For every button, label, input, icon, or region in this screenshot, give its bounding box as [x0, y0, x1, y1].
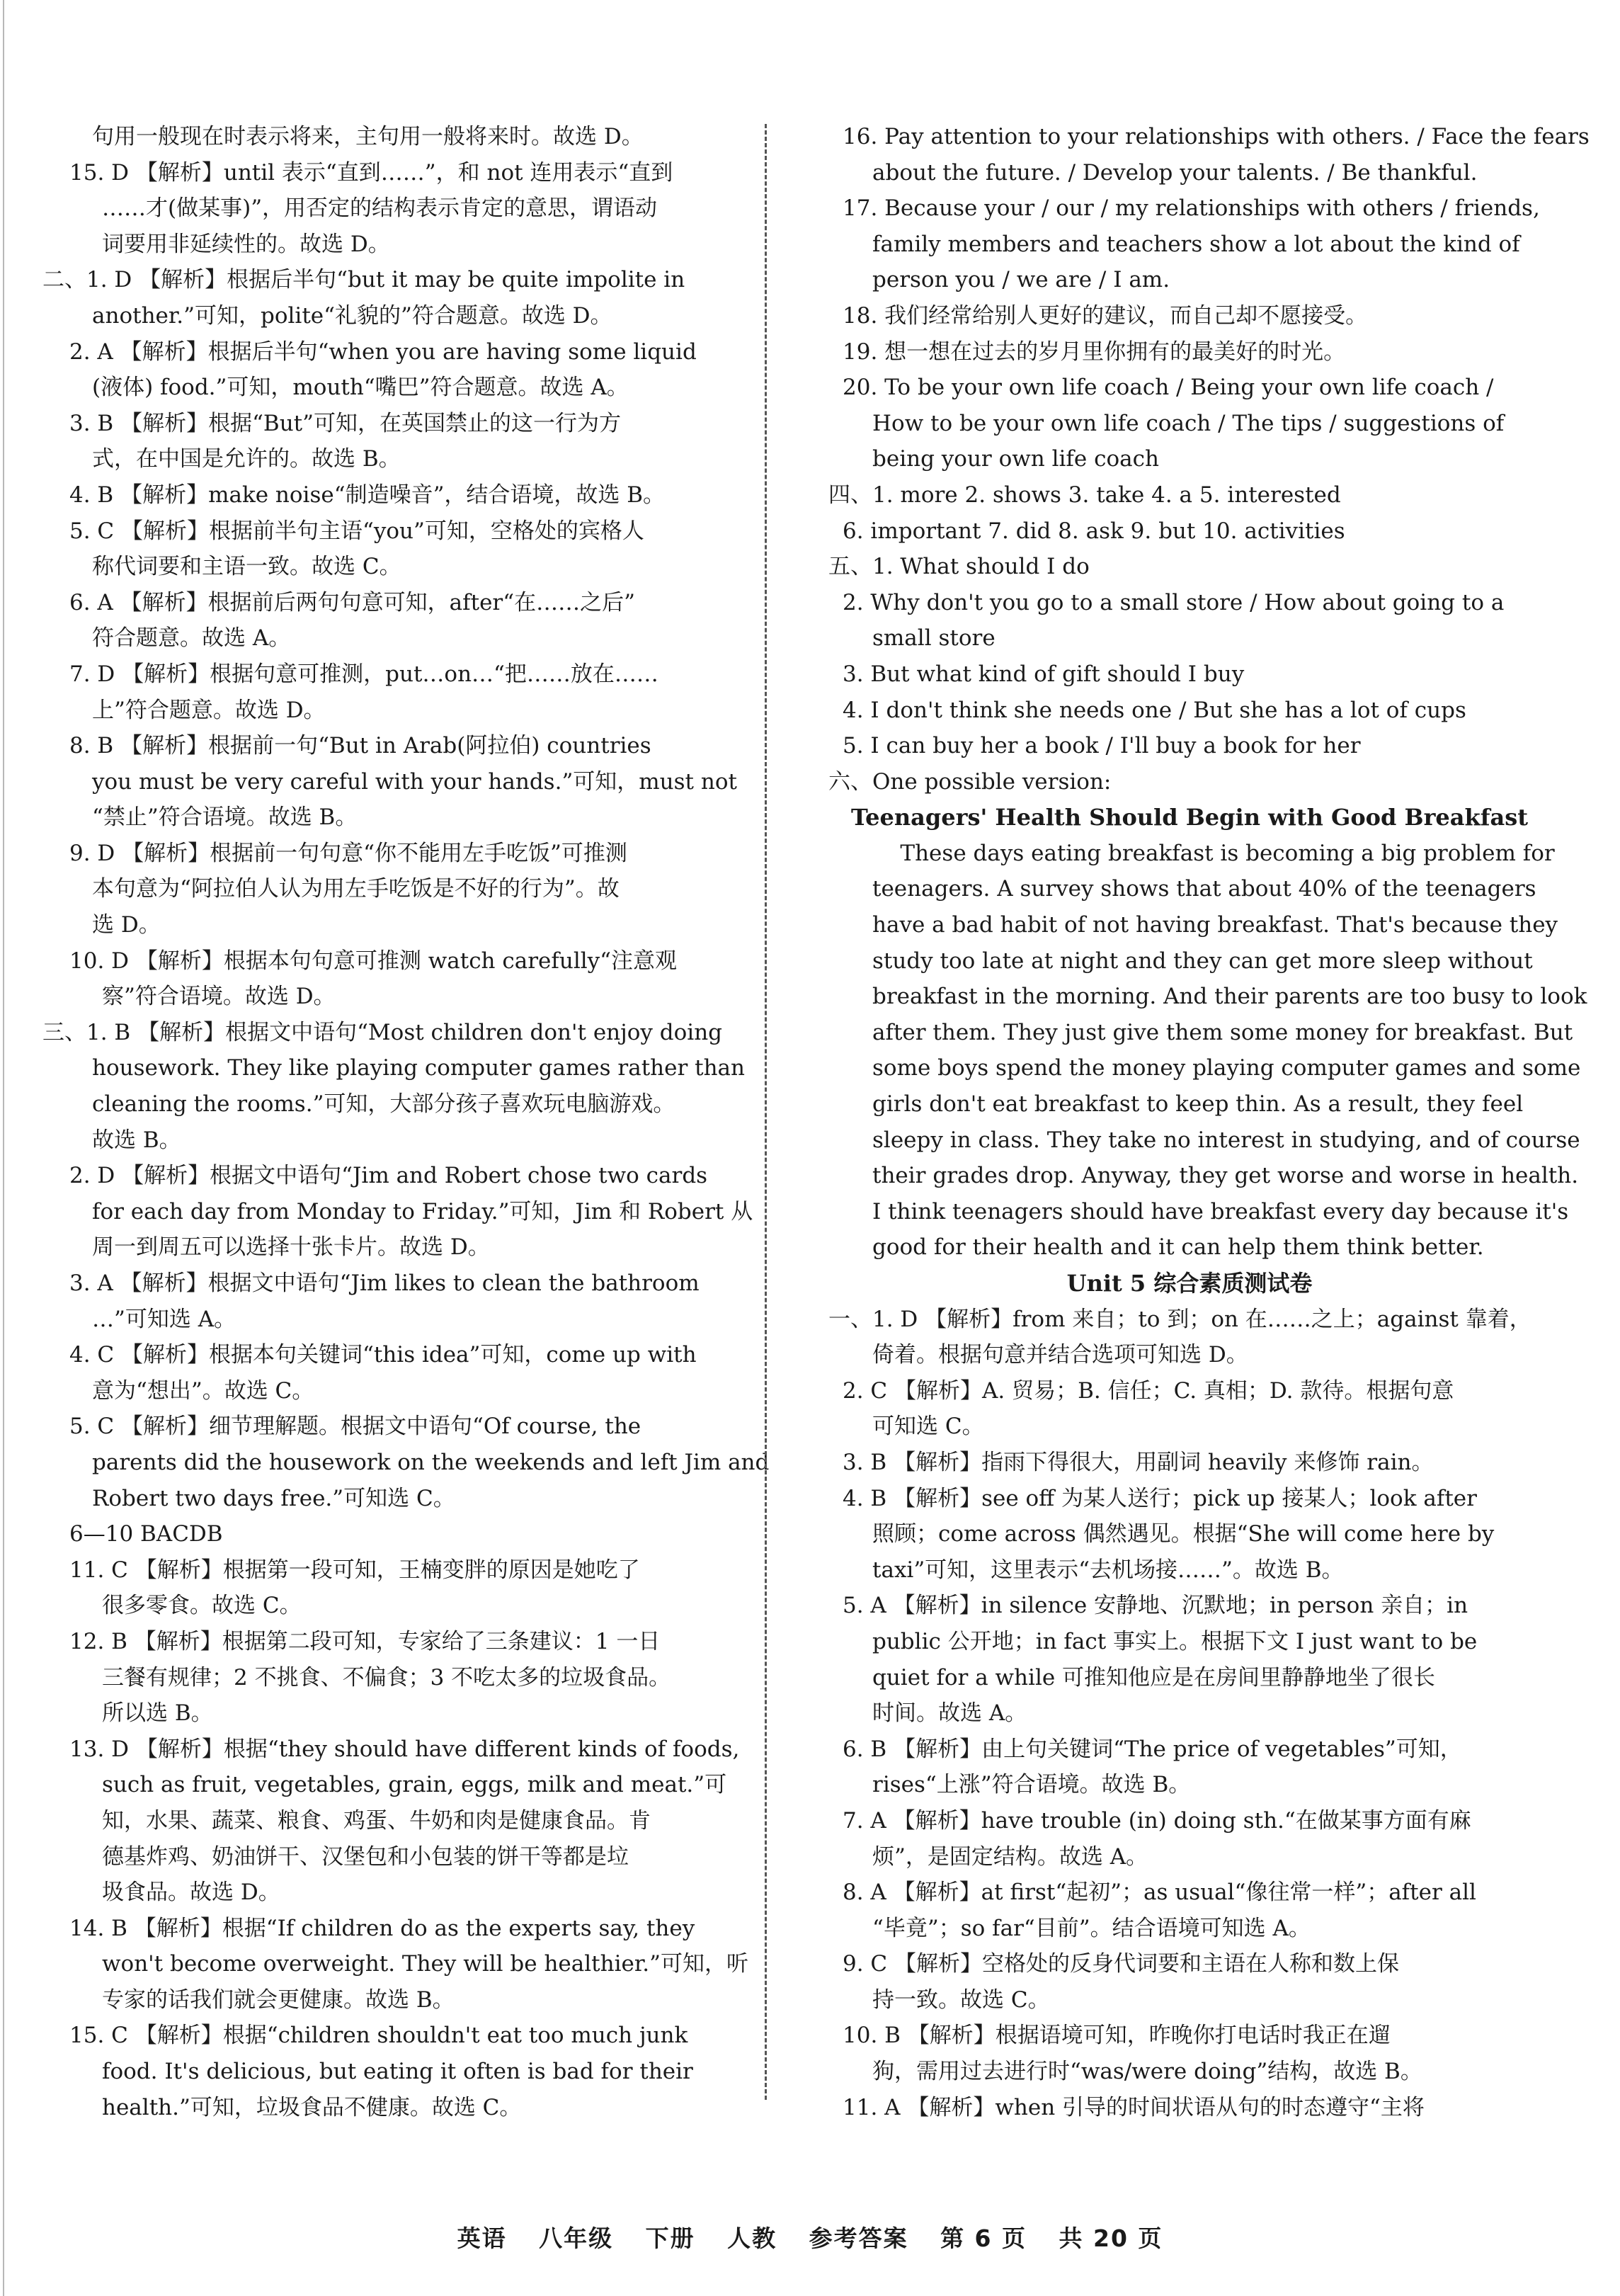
answer-line: 持一致。故选 C。 — [872, 1987, 1050, 2013]
essay-body — [828, 836, 1587, 1266]
answer-line: 五、1. What should I do — [828, 554, 1090, 580]
answer-line: 4. B 【解析】see off 为某人送行；pick up 接某人；look after — [843, 1485, 1477, 1511]
footer-subject: 英语 — [457, 2224, 507, 2252]
essay-line: breakfast in the morning. And their parents are too busy to look — [872, 984, 1587, 1010]
answer-line: 7. A 【解析】have trouble (in) doing sth.“在做某事方面有麻 — [843, 1807, 1471, 1834]
answer-line: 7. D 【解析】根据句意可推测，put…on…“把……放在…… — [69, 661, 658, 687]
answer-line: 3. B 【解析】根据“But”可知，在英国禁止的这一行为方 — [69, 410, 621, 436]
answer-line: 狗，需用过去进行时“was/were doing”结构，故选 B。 — [872, 2059, 1422, 2085]
answer-line: 10. B 【解析】根据语境可知，昨晚你打电话时我正在遛 — [843, 2023, 1391, 2049]
answer-line: 5. I can buy her a book / I'll buy a book for her — [843, 733, 1361, 759]
answer-line: 9. D 【解析】根据前一句句意“你不能用左手吃饭”可推测 — [69, 840, 627, 866]
answer-line: family members and teachers show a lot about the kind of — [872, 231, 1520, 257]
answer-line: 2. A 【解析】根据后半句“when you are having some liquid — [69, 339, 697, 365]
answer-line: 知，水果、蔬菜、粮食、鸡蛋、牛奶和肉是健康食品。肯 — [102, 1807, 651, 1834]
answer-line: 5. C 【解析】细节理解题。根据文中语句“Of course, the — [69, 1414, 641, 1440]
essay-line: have a bad habit of not having breakfast. That's because they — [872, 912, 1558, 938]
answer-line: 2. D 【解析】根据文中语句“Jim and Robert chose two cards — [69, 1163, 708, 1189]
page-margin-line — [3, 0, 4, 2296]
footer-volume: 下册 — [645, 2224, 695, 2252]
answer-line: 2. Why don't you go to a small store / How about going to a — [843, 589, 1505, 615]
answer-line: 10. D 【解析】根据本句句意可推测 watch carefully“注意观 — [69, 948, 678, 974]
answer-line: 德基炸鸡、奶油饼干、汉堡包和小包装的饼干等都是垃 — [102, 1843, 629, 1870]
answer-line: 六、One possible version: — [828, 768, 1112, 795]
right-column — [828, 119, 1590, 2125]
answer-line: 三餐有规律；2 不挑食、不偏食；3 不吃太多的垃圾食品。 — [102, 1664, 671, 1690]
answer-line: 烦”，是固定结构。故选 A。 — [872, 1843, 1148, 1870]
answer-line: 意为“想出”。故选 C。 — [92, 1377, 314, 1404]
answer-line: health.”可知，垃圾食品不健康。故选 C。 — [102, 2094, 522, 2120]
essay-line: good for their health and it can help them think better. — [872, 1234, 1484, 1261]
footer-page: 第 6 页 — [940, 2224, 1027, 2252]
answer-line: parents did the housework on the weekends and left Jim and — [92, 1449, 770, 1475]
answer-line: 18. 我们经常给别人更好的建议，而自己却不愿接受。 — [843, 302, 1368, 329]
answer-line: won't become overweight. They will be healthier.”可知，听 — [102, 1951, 748, 1977]
answer-line: about the future. / Develop your talents. / Be thankful. — [872, 159, 1478, 186]
answer-line: 四、1. more 2. shows 3. take 4. a 5. interested — [828, 482, 1341, 508]
answer-line: How to be your own life coach / The tips / suggestions of — [872, 410, 1505, 436]
answer-line: person you / we are / I am. — [872, 267, 1170, 293]
unit-test-answers — [828, 1302, 1551, 2126]
answer-line: 上”符合题意。故选 D。 — [92, 697, 326, 723]
essay-line: sleepy in class. They take no interest in studying, and of course — [872, 1127, 1580, 1153]
answer-line: 称代词要和主语一致。故选 C。 — [92, 554, 401, 580]
essay-line: their grades drop. Anyway, they get worse and worse in health. — [872, 1163, 1579, 1189]
essay-line: study too late at night and they can get more sleep without — [872, 948, 1533, 974]
answer-line: 三、1. B 【解析】根据文中语句“Most children don't enjoy doing — [42, 1019, 723, 1045]
answer-line: housework. They like playing computer games rather than — [92, 1055, 746, 1081]
answer-line: public 公开地；in fact 事实上。根据下文 I just want to be — [872, 1628, 1478, 1654]
answer-line: 13. D 【解析】根据“they should have different kinds of foods, — [69, 1736, 740, 1762]
answer-line: 6. B 【解析】由上句关键词“The price of vegetables”可知， — [843, 1736, 1462, 1762]
footer-total: 共 20 页 — [1059, 2224, 1163, 2252]
answer-line: 15. D 【解析】until 表示“直到……”，和 not 连用表示“直到 — [69, 159, 673, 186]
footer-label: 参考答案 — [809, 2224, 908, 2252]
answer-line: 3. A 【解析】根据文中语句“Jim likes to clean the bathroom — [69, 1271, 700, 1296]
answer-line: 时间。故选 A。 — [872, 1700, 1027, 1727]
answer-line: 8. B 【解析】根据前一句“But in Arab(阿拉伯) countries — [69, 733, 651, 759]
answer-line: taxi”可知，这里表示“去机场接……”。故选 B。 — [872, 1557, 1344, 1583]
answer-line: 5. C 【解析】根据前半句主语“you”可知，空格处的宾格人 — [69, 518, 644, 544]
answer-line: 14. B 【解析】根据“If children do as the experts say, they — [69, 1915, 695, 1941]
unit-title: Unit 5 综合素质测试卷 — [1066, 1270, 1313, 1297]
answer-line: being your own life coach — [872, 446, 1159, 472]
answer-line: 本句意为“阿拉伯人认为用左手吃饭是不好的行为”。故 — [92, 876, 620, 902]
answer-line: quiet for a while 可推知他应是在房间里静静地坐了很长 — [872, 1664, 1436, 1690]
answer-line: 4. C 【解析】根据本句关键词“this idea”可知，come up with — [69, 1342, 697, 1368]
essay-line: I think teenagers should have breakfast every day because it's — [872, 1198, 1569, 1224]
answer-line: 20. To be your own life coach / Being your own life coach / — [843, 375, 1494, 401]
essay-title: Teenagers' Health Should Begin with Good Breakfast — [851, 804, 1528, 831]
answer-line: you must be very careful with your hands.”可知，must not — [92, 768, 737, 795]
answer-line: 词要用非延续性的。故选 D。 — [102, 231, 390, 257]
answer-line: 19. 想一想在过去的岁月里你拥有的最美好的时光。 — [843, 339, 1346, 365]
answer-line: Robert two days free.”可知选 C。 — [92, 1485, 455, 1511]
page-footer — [0, 2220, 1620, 2254]
answer-line: 4. B 【解析】make noise“制造噪音”，结合语境，故选 B。 — [69, 482, 666, 508]
answer-line: “毕竟”；so far“目前”。结合语境可知选 A。 — [872, 1915, 1311, 1941]
answer-line: 15. C 【解析】根据“children shouldn't eat too much junk — [69, 2023, 688, 2049]
right-column-answers — [828, 119, 1590, 800]
answer-line: 可知选 C。 — [872, 1414, 984, 1440]
answer-line: 一、1. D 【解析】from 来自；to 到；on 在……之上；against 靠着， — [828, 1306, 1531, 1332]
answer-line: 17. Because your / our / my relationships with others / friends, — [843, 195, 1540, 222]
answer-line: 2. C 【解析】A. 贸易；B. 信任；C. 真相；D. 款待。根据句意 — [843, 1377, 1454, 1404]
answer-line: ……才(做某事)”，用否定的结构表示肯定的意思，谓语动 — [102, 195, 658, 222]
essay-line: These days eating breakfast is becoming a big problem for — [872, 840, 1555, 866]
essay-line: girls don't eat breakfast to keep thin. As a result, they feel — [872, 1091, 1524, 1118]
answer-line: rises“上涨”符合语境。故选 B。 — [872, 1772, 1191, 1798]
answer-line: 专家的话我们就会更健康。故选 B。 — [102, 1987, 455, 2013]
answer-line: small store — [872, 625, 996, 652]
answer-line: 故选 B。 — [92, 1127, 181, 1153]
answer-line: for each day from Monday to Friday.”可知，Jim 和 Robert 从 — [92, 1198, 753, 1224]
answer-line: 6—10 BACDB — [69, 1521, 223, 1547]
answer-line: 式，在中国是允许的。故选 B。 — [92, 446, 401, 472]
answer-line: 8. A 【解析】at first“起初”；as usual“像往常一样”；after all — [843, 1880, 1476, 1906]
answer-line: 11. C 【解析】根据第一段可知，王楠变胖的原因是她吃了 — [69, 1557, 640, 1583]
answer-line: 4. I don't think she needs one / But she has a lot of cups — [843, 697, 1466, 723]
answer-line: food. It's delicious, but eating it often is bad for their — [102, 2059, 693, 2085]
answer-line: 周一到周五可以选择十张卡片。故选 D。 — [92, 1234, 490, 1261]
footer-edition: 人教 — [727, 2224, 777, 2252]
answer-line: another.”可知，polite“礼貌的”符合题意。故选 D。 — [92, 302, 612, 329]
answer-line: 选 D。 — [92, 912, 161, 938]
answer-line: 9. C 【解析】空格处的反身代词要和主语在人称和数上保 — [843, 1951, 1400, 1977]
footer-grade: 八年级 — [539, 2224, 614, 2252]
essay-line: teenagers. A survey shows that about 40% of the teenagers — [872, 876, 1536, 902]
answer-line: 二、1. D 【解析】根据后半句“but it may be quite impolite in — [42, 267, 685, 293]
answer-line: (液体) food.”可知，mouth“嘴巴”符合题意。故选 A。 — [92, 375, 629, 401]
answer-line: 11. A 【解析】when 引导的时间状语从句的时态遵守“主将 — [843, 2094, 1425, 2120]
answer-line: “禁止”符合语境。故选 B。 — [92, 805, 358, 831]
answer-line: 16. Pay attention to your relationships with others. / Face the fears — [843, 124, 1590, 149]
answer-line: 察”符合语境。故选 D。 — [102, 984, 336, 1010]
answer-line: 符合题意。故选 A。 — [92, 625, 291, 652]
answer-line: …”可知选 A。 — [92, 1306, 236, 1332]
essay-line: after them. They just give them some money for breakfast. But — [872, 1019, 1573, 1045]
essay-line: some boys spend the money playing computer games and some — [872, 1055, 1581, 1081]
answer-line: 圾食品。故选 D。 — [102, 1880, 280, 1906]
answer-line: 句用一般现在时表示将来，主句用一般将来时。故选 D。 — [92, 124, 644, 149]
answer-line: 所以选 B。 — [102, 1700, 213, 1727]
answer-line: 12. B 【解析】根据第二段可知，专家给了三条建议：1 一日 — [69, 1628, 661, 1654]
answer-line: 很多零食。故选 C。 — [102, 1593, 302, 1619]
answer-line: 照顾；come across 偶然遇见。根据“She will come here by — [872, 1521, 1495, 1547]
answer-line: cleaning the rooms.”可知，大部分孩子喜欢玩电脑游戏。 — [92, 1091, 675, 1118]
answer-line: 3. But what kind of gift should I buy — [843, 661, 1245, 687]
answer-line: 3. B 【解析】指雨下得很大，用副词 heavily 来修饰 rain。 — [843, 1449, 1434, 1475]
answer-line: 6. important 7. did 8. ask 9. but 10. activities — [843, 518, 1345, 544]
answer-line: 6. A 【解析】根据前后两句句意可知，after“在……之后” — [69, 589, 635, 615]
column-divider — [765, 124, 767, 2100]
left-column — [42, 119, 770, 2125]
answer-line: 倚着。根据句意并结合选项可知选 D。 — [872, 1342, 1248, 1368]
answer-line: such as fruit, vegetables, grain, eggs, milk and meat.”可 — [102, 1772, 727, 1798]
answer-line: 5. A 【解析】in silence 安静地、沉默地；in person 亲自；in — [843, 1593, 1468, 1619]
